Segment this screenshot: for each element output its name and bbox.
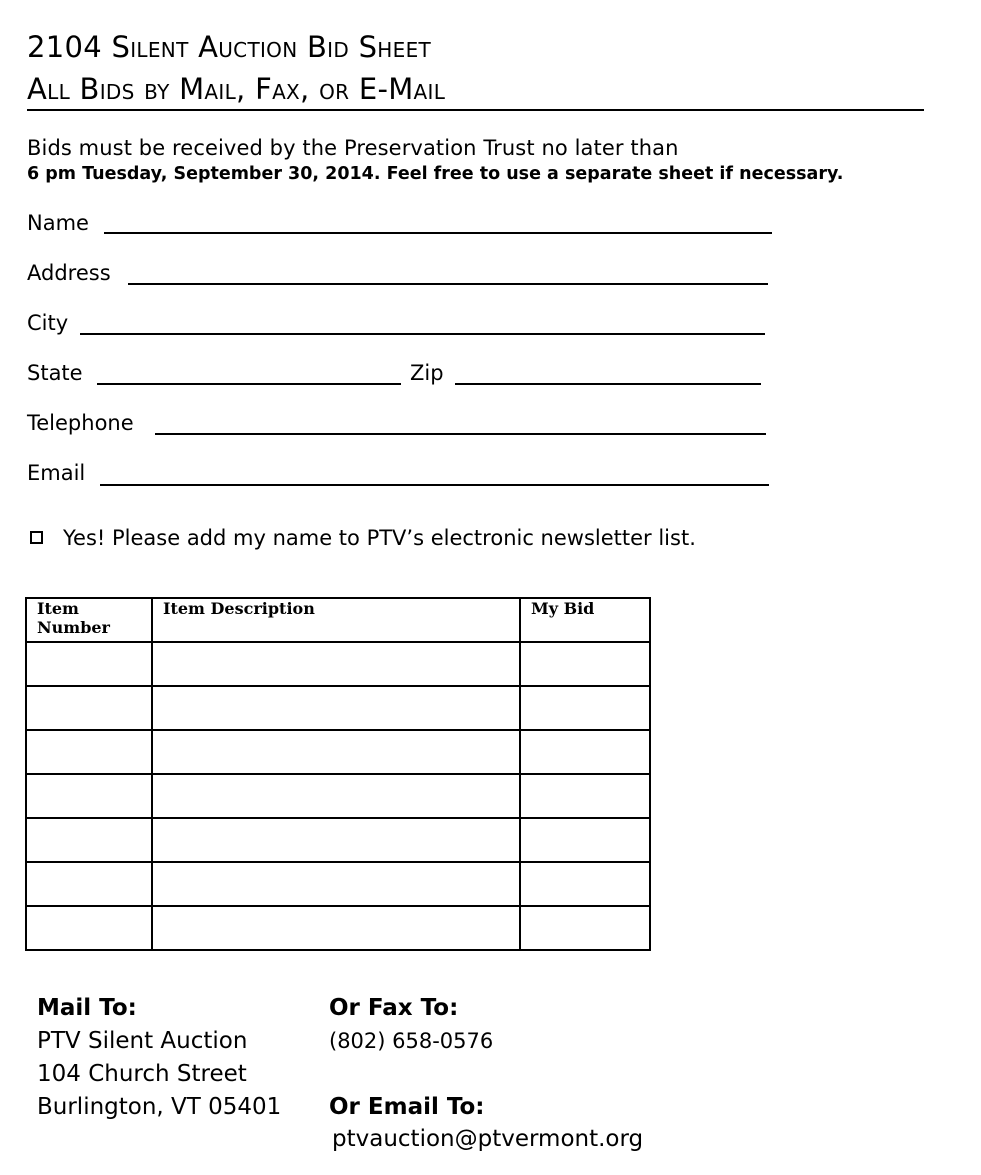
- item-number-cell[interactable]: [26, 906, 152, 950]
- email-address[interactable]: ptvauction@ptvermont.org: [332, 1126, 644, 1152]
- mail-to-heading: Mail To:: [37, 995, 137, 1021]
- address-field[interactable]: [128, 283, 768, 285]
- deadline-text: Bids must be received by the Preservation Trust no later than: [27, 136, 679, 160]
- table-header-row: [26, 598, 650, 642]
- table-row: [26, 906, 650, 950]
- name-label: Name: [27, 211, 89, 235]
- item-description-header: Item Description: [152, 598, 520, 642]
- table-row: [26, 774, 650, 818]
- my-bid-cell[interactable]: [520, 906, 650, 950]
- item-number-cell[interactable]: [26, 774, 152, 818]
- name-field[interactable]: [104, 232, 772, 234]
- telephone-field[interactable]: [155, 433, 766, 435]
- my-bid-cell[interactable]: [520, 642, 650, 686]
- my-bid-cell[interactable]: [520, 862, 650, 906]
- my-bid-cell[interactable]: [520, 686, 650, 730]
- mail-address-line3: Burlington, VT 05401: [37, 1094, 282, 1120]
- table-row: [26, 642, 650, 686]
- fax-to-heading: Or Fax To:: [329, 995, 459, 1021]
- city-field[interactable]: [80, 333, 765, 335]
- email-label: Email: [27, 461, 86, 485]
- item-number-header: Item Number: [26, 598, 152, 642]
- email-field[interactable]: [100, 484, 769, 486]
- item-number-cell[interactable]: [26, 642, 152, 686]
- zip-field[interactable]: [455, 383, 761, 385]
- fax-number: (802) 658-0576: [329, 1029, 494, 1053]
- address-label: Address: [27, 261, 111, 285]
- deadline-date-text: 6 pm Tuesday, September 30, 2014. Feel free to use a separate sheet if necessary.: [27, 164, 844, 184]
- newsletter-label: Yes! Please add my name to PTV’s electronic newsletter list.: [63, 526, 696, 550]
- mail-address-line1: PTV Silent Auction: [37, 1028, 248, 1054]
- city-label: City: [27, 311, 69, 335]
- page-title: 2104 Silent Auction Bid Sheet: [27, 30, 432, 64]
- item-description-cell[interactable]: [152, 774, 520, 818]
- item-description-cell[interactable]: [152, 862, 520, 906]
- table-row: [26, 818, 650, 862]
- my-bid-cell[interactable]: [520, 818, 650, 862]
- table-row: [26, 862, 650, 906]
- my-bid-cell[interactable]: [520, 730, 650, 774]
- zip-label: Zip: [410, 361, 444, 385]
- my-bid-cell[interactable]: [520, 774, 650, 818]
- item-number-cell[interactable]: [26, 730, 152, 774]
- mail-address-line2: 104 Church Street: [37, 1061, 247, 1087]
- item-description-cell[interactable]: [152, 730, 520, 774]
- title-divider: [27, 109, 924, 111]
- item-description-cell[interactable]: [152, 906, 520, 950]
- state-label: State: [27, 361, 83, 385]
- bid-table: [25, 597, 651, 951]
- email-to-heading: Or Email To:: [329, 1094, 485, 1120]
- page-subtitle: All Bids by Mail, Fax, or E-Mail: [27, 72, 446, 106]
- telephone-label: Telephone: [27, 411, 134, 435]
- table-row: [26, 730, 650, 774]
- item-description-cell[interactable]: [152, 642, 520, 686]
- item-number-cell[interactable]: [26, 862, 152, 906]
- item-description-cell[interactable]: [152, 686, 520, 730]
- table-row: [26, 686, 650, 730]
- item-number-cell[interactable]: [26, 686, 152, 730]
- item-description-cell[interactable]: [152, 818, 520, 862]
- my-bid-header: My Bid: [520, 598, 650, 642]
- item-number-cell[interactable]: [26, 818, 152, 862]
- newsletter-checkbox[interactable]: [30, 531, 43, 544]
- state-field[interactable]: [97, 383, 401, 385]
